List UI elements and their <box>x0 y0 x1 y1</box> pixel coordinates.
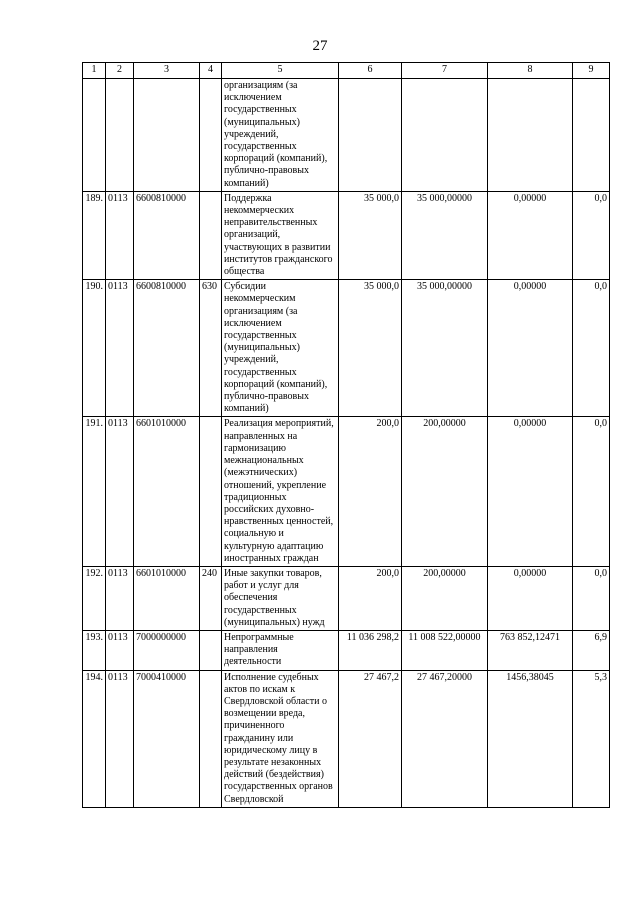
target-code: 6600810000 <box>134 191 200 279</box>
target-code: 7000410000 <box>134 670 200 807</box>
item-name: организациям (за исключением государственных (муниципальных) учреждений, государственных корпораций (компаний), публично-правовых компаний) <box>222 79 339 192</box>
header-row <box>83 63 610 79</box>
plan-amount-precise: 200,00000 <box>402 417 488 566</box>
plan-amount-precise: 11 008 522,00000 <box>402 630 488 670</box>
page-number: 27 <box>312 38 328 54</box>
executed-amount: 763 852,12471 <box>488 630 573 670</box>
executed-amount: 1456,38045 <box>488 670 573 807</box>
item-name: Исполнение судебных актов по искам к Свердловской области о возмещении вреда, причиненного гражданину или юридическому лицу в результате незаконных действий (бездействия) государственных органов Свердловской <box>222 670 339 807</box>
row-number: 192. <box>83 566 106 630</box>
column-header: 4 <box>200 63 222 79</box>
item-name: Иные закупки товаров, работ и услуг для обеспечения государственных (муниципальных) нужд <box>222 566 339 630</box>
section-code: 0113 <box>106 630 134 670</box>
table-row <box>83 191 610 279</box>
section-code: 0113 <box>106 191 134 279</box>
row-number: 193. <box>83 630 106 670</box>
section-code <box>106 79 134 192</box>
target-code <box>134 79 200 192</box>
column-header: 6 <box>339 63 402 79</box>
column-header: 7 <box>402 63 488 79</box>
plan-amount: 200,0 <box>339 417 402 566</box>
plan-amount-precise: 35 000,00000 <box>402 191 488 279</box>
expense-type-code <box>200 670 222 807</box>
expense-type-code <box>200 79 222 192</box>
row-number <box>83 79 106 192</box>
row-number: 194. <box>83 670 106 807</box>
executed-amount: 0,00000 <box>488 280 573 417</box>
executed-amount: 0,00000 <box>488 191 573 279</box>
row-number: 191. <box>83 417 106 566</box>
plan-amount: 27 467,2 <box>339 670 402 807</box>
section-code: 0113 <box>106 280 134 417</box>
expense-type-code <box>200 417 222 566</box>
table-row <box>83 566 610 630</box>
row-number: 189. <box>83 191 106 279</box>
execution-percent: 0,0 <box>573 191 610 279</box>
item-name: Реализация мероприятий, направленных на гармонизацию межнациональных (межэтнических) отношений, укрепление традиционных российских духовно-нравственных ценностей, социальную и культурную адаптацию иностранных граждан <box>222 417 339 566</box>
executed-amount: 0,00000 <box>488 417 573 566</box>
execution-percent: 0,0 <box>573 566 610 630</box>
expense-type-code <box>200 630 222 670</box>
execution-percent: 5,3 <box>573 670 610 807</box>
plan-amount: 35 000,0 <box>339 280 402 417</box>
target-code: 6601010000 <box>134 566 200 630</box>
plan-amount: 35 000,0 <box>339 191 402 279</box>
item-name: Субсидии некоммерческим организациям (за исключением государственных (муниципальных) учреждений, государственных корпораций (компаний), публично-правовых компаний) <box>222 280 339 417</box>
execution-percent <box>573 79 610 192</box>
plan-amount: 11 036 298,2 <box>339 630 402 670</box>
plan-amount-precise: 200,00000 <box>402 566 488 630</box>
expense-type-code <box>200 191 222 279</box>
item-name: Поддержка некоммерческих неправительственных организаций, участвующих в развитии институтов гражданского общества <box>222 191 339 279</box>
plan-amount-precise: 35 000,00000 <box>402 280 488 417</box>
target-code: 6600810000 <box>134 280 200 417</box>
executed-amount: 0,00000 <box>488 566 573 630</box>
table-row <box>83 280 610 417</box>
row-number: 190. <box>83 280 106 417</box>
column-header: 3 <box>134 63 200 79</box>
table-row <box>83 670 610 807</box>
plan-amount-precise: 27 467,20000 <box>402 670 488 807</box>
target-code: 7000000000 <box>134 630 200 670</box>
column-header: 2 <box>106 63 134 79</box>
target-code: 6601010000 <box>134 417 200 566</box>
item-name: Непрограммные направления деятельности <box>222 630 339 670</box>
table-row <box>83 417 610 566</box>
plan-amount: 200,0 <box>339 566 402 630</box>
column-header: 1 <box>83 63 106 79</box>
expense-type-code: 630 <box>200 280 222 417</box>
column-header: 5 <box>222 63 339 79</box>
budget-table <box>82 62 610 808</box>
section-code: 0113 <box>106 670 134 807</box>
section-code: 0113 <box>106 566 134 630</box>
execution-percent: 6,9 <box>573 630 610 670</box>
plan-amount <box>339 79 402 192</box>
column-header: 8 <box>488 63 573 79</box>
table-row <box>83 630 610 670</box>
execution-percent: 0,0 <box>573 417 610 566</box>
expense-type-code: 240 <box>200 566 222 630</box>
execution-percent: 0,0 <box>573 280 610 417</box>
table-row <box>83 79 610 192</box>
plan-amount-precise <box>402 79 488 192</box>
column-header: 9 <box>573 63 610 79</box>
section-code: 0113 <box>106 417 134 566</box>
executed-amount <box>488 79 573 192</box>
